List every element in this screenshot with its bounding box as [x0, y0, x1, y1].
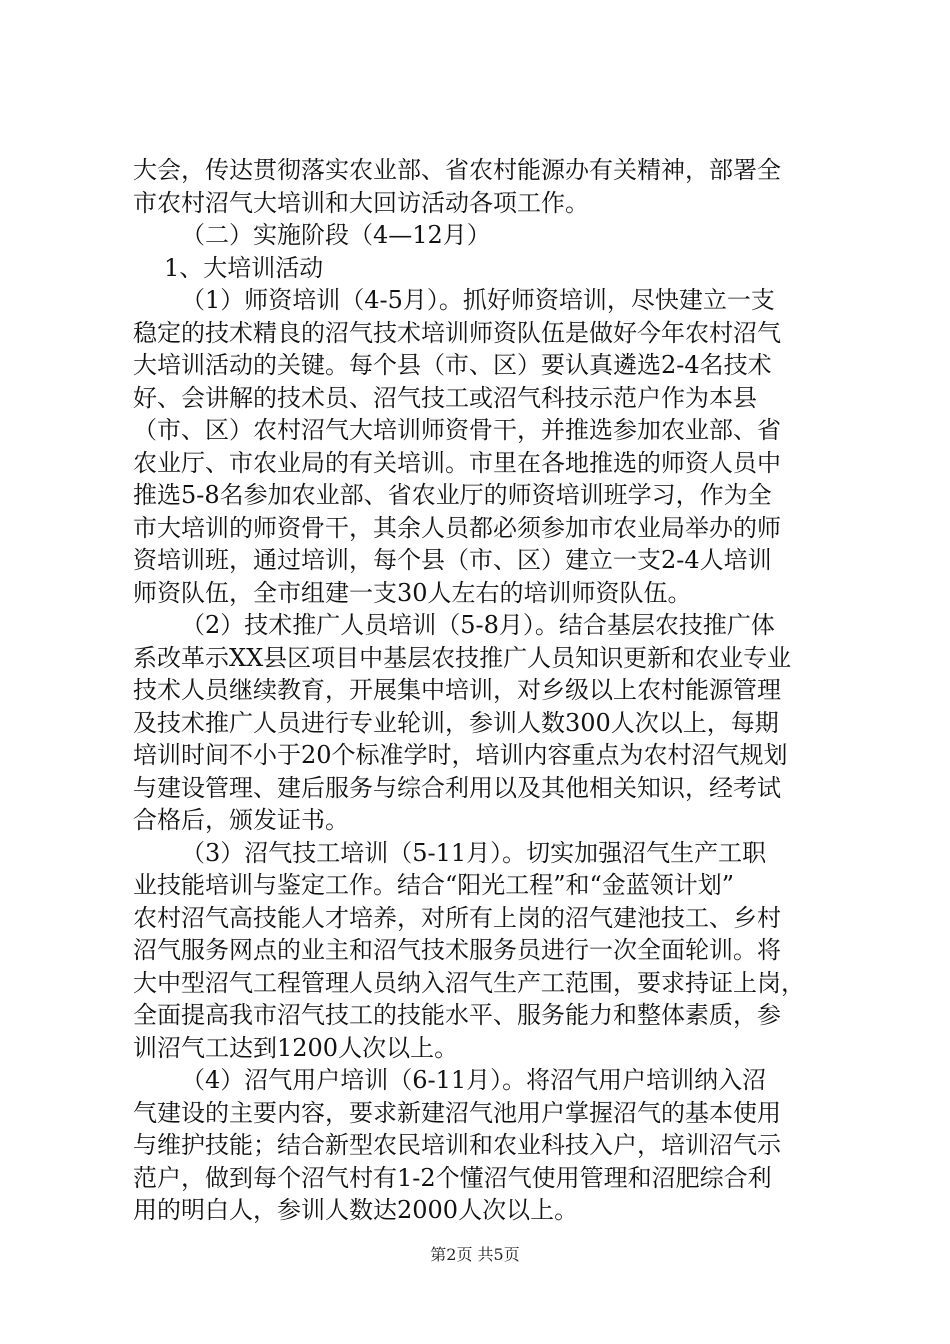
- text-line: 推选5-8名参加农业部、省农业厅的师资培训班学习，作为全: [133, 481, 772, 509]
- text-line: 系改革示XX县区项目中基层农技推广人员知识更新和农业专业: [133, 643, 792, 672]
- text-line: 培训时间不小于20个标准学时，培训内容重点为农村沼气规划: [133, 741, 788, 769]
- text-line: 市大培训的师资骨干，其余人员都必须参加市农业局举办的师: [133, 513, 781, 542]
- text-line: （3）沼气技工培训（5-11月）。切实加强沼气生产工职: [181, 838, 767, 867]
- text-line: （4）沼气用户培训（6-11月）。将沼气用户培训纳入沼: [181, 1066, 767, 1094]
- text-line: 及技术推广人员进行专业轮训，参训人数300人次以上，每期: [133, 708, 779, 737]
- text-line: 稳定的技术精良的沼气技术培训师资队伍是做好今年农村沼气: [133, 318, 781, 347]
- text-line: （市、区）农村沼气大培训师资骨干，并推选参加农业部、省: [133, 416, 781, 444]
- text-line: 沼气服务网点的业主和沼气技术服务员进行一次全面轮训。将: [133, 936, 781, 964]
- text-line: 好、会讲解的技术员、沼气技工或沼气科技示范户作为本县: [133, 383, 757, 412]
- text-line: 与建设管理、建后服务与综合利用以及其他相关知识，经考试: [133, 773, 781, 802]
- text-line: 大中型沼气工程管理人员纳入沼气生产工范围，要求持证上岗，: [133, 968, 805, 997]
- text-line: 师资队伍，全市组建一支30人左右的培训师资队伍。: [133, 578, 692, 607]
- text-line: 范户，做到每个沼气村有1-2个懂沼气使用管理和沼肥综合利: [133, 1163, 772, 1192]
- text-line: 市农村沼气大培训和大回访活动各项工作。: [133, 188, 589, 217]
- text-line: 农村沼气高技能人才培养，对所有上岗的沼气建池技工、乡村: [133, 903, 781, 932]
- text-line: 大会，传达贯彻落实农业部、省农村能源办有关精神，部署全: [133, 156, 781, 184]
- text-line: （二）实施阶段（4—12月）: [181, 221, 491, 249]
- text-line: 训沼气工达到1200人次以上。: [133, 1033, 459, 1062]
- text-line: 技术人员继续教育，开展集中培训，对乡级以上农村能源管理: [133, 676, 781, 704]
- text-line: 业技能培训与鉴定工作。结合“阳光工程”和“金蓝领计划”: [133, 871, 735, 899]
- text-line: 全面提高我市沼气技工的技能水平、服务能力和整体素质，参: [133, 1001, 781, 1029]
- text-line: 大培训活动的关键。每个县（市、区）要认真遴选2-4名技术: [133, 351, 772, 379]
- page-number-footer: 第2页 共5页: [430, 1245, 520, 1264]
- document-body: [133, 154, 833, 1227]
- text-line: 1、大培训活动: [164, 253, 324, 282]
- text-line: 气建设的主要内容，要求新建沼气池用户掌握沼气的基本使用: [133, 1098, 781, 1127]
- text-line: 资培训班，通过培训，每个县（市、区）建立一支2-4人培训: [133, 546, 772, 574]
- text-line: 用的明白人，参训人数达2000人次以上。: [133, 1196, 579, 1224]
- text-line: （1）师资培训（4-5月）。抓好师资培训，尽快建立一支: [181, 286, 775, 314]
- text-line: 农业厅、市农业局的有关培训。市里在各地推选的师资人员中: [133, 448, 781, 477]
- text-line: 与维护技能；结合新型农民培训和农业科技入户，培训沼气示: [133, 1131, 781, 1159]
- text-line: （2）技术推广人员培训（5-8月）。结合基层农技推广体: [181, 611, 775, 639]
- text-line: 合格后，颁发证书。: [133, 806, 349, 834]
